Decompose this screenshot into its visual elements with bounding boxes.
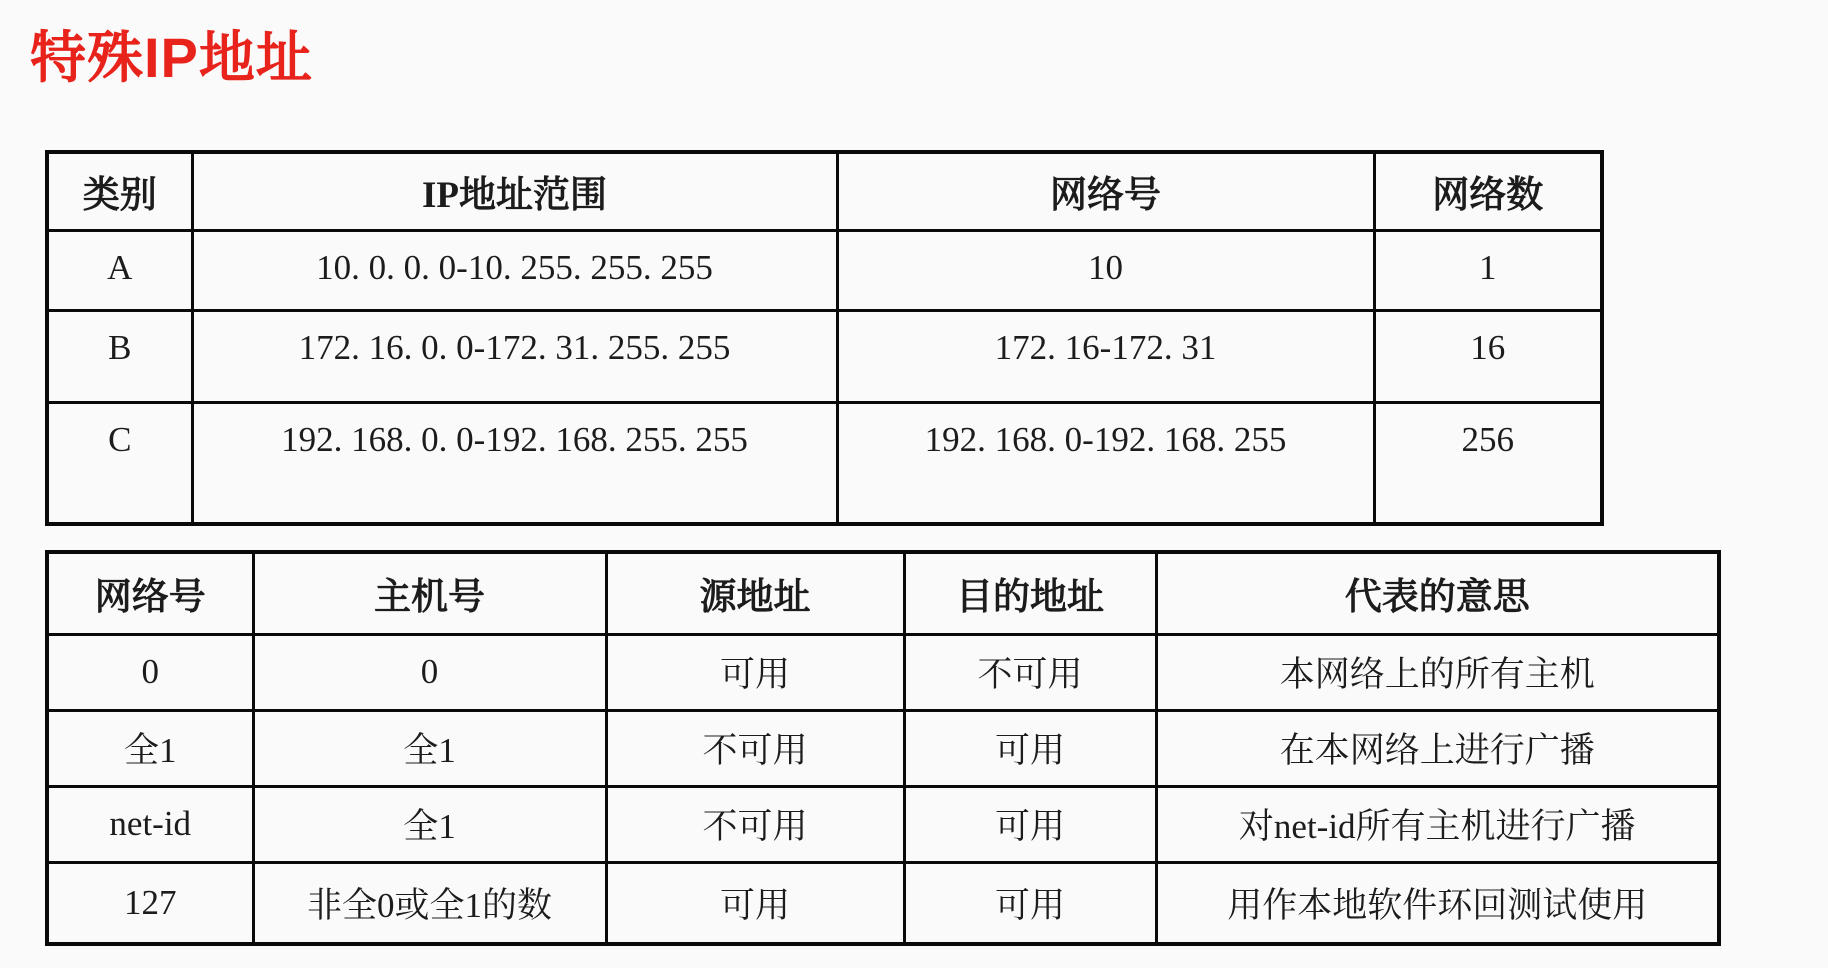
ip-class-table-header-row bbox=[47, 152, 1602, 230]
table-cell: net-id bbox=[47, 786, 253, 862]
table-cell: 非全0或全1的数 bbox=[253, 862, 606, 944]
table-cell: 256 bbox=[1374, 402, 1602, 524]
table-cell: 172. 16-172. 31 bbox=[837, 310, 1374, 402]
table-cell: 0 bbox=[253, 634, 606, 710]
column-header-network-count: 网络数 bbox=[1374, 152, 1602, 230]
table-cell: 16 bbox=[1374, 310, 1602, 402]
table-cell: 本网络上的所有主机 bbox=[1156, 634, 1719, 710]
table-row-class-a bbox=[47, 230, 1602, 310]
table-cell: 172. 16. 0. 0-172. 31. 255. 255 bbox=[192, 310, 837, 402]
table-cell: 可用 bbox=[904, 710, 1156, 786]
table-row-class-b bbox=[47, 310, 1602, 402]
table-cell: B bbox=[47, 310, 192, 402]
table-cell: C bbox=[47, 402, 192, 524]
table-cell: 1 bbox=[1374, 230, 1602, 310]
column-header-network-id: 网络号 bbox=[837, 152, 1374, 230]
table-cell: 用作本地软件环回测试使用 bbox=[1156, 862, 1719, 944]
table-cell: 127 bbox=[47, 862, 253, 944]
column-header-meaning: 代表的意思 bbox=[1156, 552, 1719, 634]
table-cell: 全1 bbox=[253, 710, 606, 786]
special-address-table-header-row bbox=[47, 552, 1719, 634]
table-cell: 在本网络上进行广播 bbox=[1156, 710, 1719, 786]
table-cell: 10 bbox=[837, 230, 1374, 310]
table-row-all-one bbox=[47, 710, 1719, 786]
table-cell: 不可用 bbox=[606, 786, 904, 862]
column-header-network-id: 网络号 bbox=[47, 552, 253, 634]
table-cell: 不可用 bbox=[904, 634, 1156, 710]
column-header-source-addr: 源地址 bbox=[606, 552, 904, 634]
table-cell: 对net-id所有主机进行广播 bbox=[1156, 786, 1719, 862]
special-address-table bbox=[45, 550, 1721, 946]
page-title: 特殊IP地址 bbox=[30, 26, 313, 89]
table-cell: 不可用 bbox=[606, 710, 904, 786]
ip-class-table bbox=[45, 150, 1604, 526]
table-cell: 可用 bbox=[904, 862, 1156, 944]
table-row-all-zero bbox=[47, 634, 1719, 710]
table-cell: 192. 168. 0. 0-192. 168. 255. 255 bbox=[192, 402, 837, 524]
table-cell: 可用 bbox=[606, 634, 904, 710]
column-header-host-id: 主机号 bbox=[253, 552, 606, 634]
table-cell: 全1 bbox=[47, 710, 253, 786]
table-row-net-id bbox=[47, 786, 1719, 862]
table-cell: 0 bbox=[47, 634, 253, 710]
table-row-loopback bbox=[47, 862, 1719, 944]
table-row-class-c bbox=[47, 402, 1602, 524]
table-cell: 10. 0. 0. 0-10. 255. 255. 255 bbox=[192, 230, 837, 310]
table-cell: 192. 168. 0-192. 168. 255 bbox=[837, 402, 1374, 524]
table-cell: 可用 bbox=[904, 786, 1156, 862]
column-header-class: 类别 bbox=[47, 152, 192, 230]
column-header-ip-range: IP地址范围 bbox=[192, 152, 837, 230]
table-cell: 全1 bbox=[253, 786, 606, 862]
column-header-dest-addr: 目的地址 bbox=[904, 552, 1156, 634]
table-cell: A bbox=[47, 230, 192, 310]
table-cell: 可用 bbox=[606, 862, 904, 944]
